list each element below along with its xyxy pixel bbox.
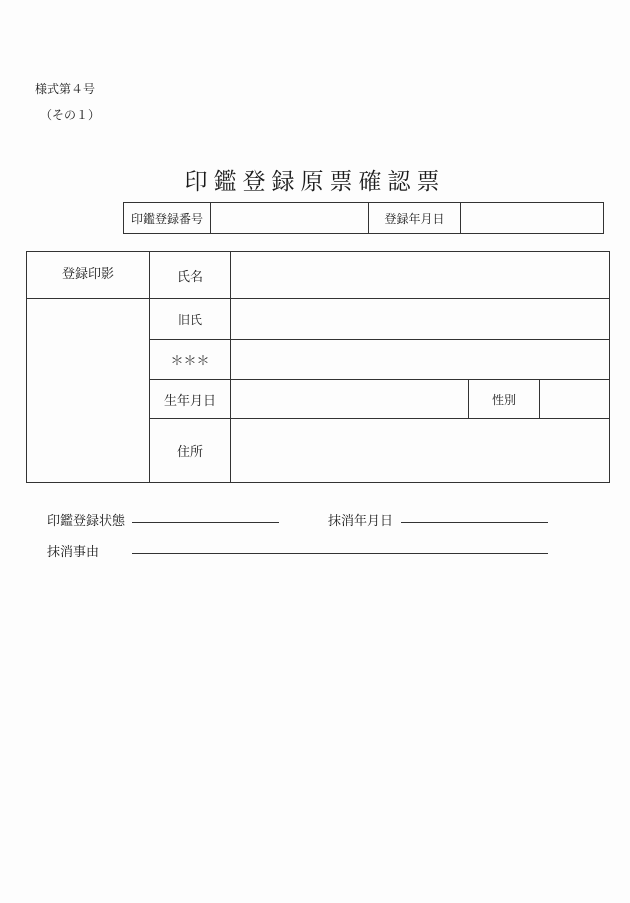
cancel-reason-label: 抹消事由 — [47, 545, 100, 560]
address-label: 住所 — [176, 445, 203, 460]
seal-impression-area — [27, 299, 149, 482]
former-name-field[interactable] — [231, 299, 609, 339]
masked-field[interactable] — [231, 340, 609, 379]
cancel-date-field[interactable] — [401, 522, 548, 523]
seal-impression-label: 登録印影 — [61, 266, 114, 282]
registration-date-label: 登録年月日 — [384, 211, 445, 226]
cancel-reason-field[interactable] — [132, 553, 548, 554]
form-sub-number: （その１） — [40, 108, 101, 122]
registration-status-label: 印鑑登録状態 — [47, 514, 126, 529]
birthdate-field[interactable] — [231, 380, 468, 418]
record-table — [26, 251, 610, 483]
cancel-date-label: 抹消年月日 — [328, 514, 394, 529]
page-title: 印鑑登録原票確認票 — [184, 169, 446, 195]
gender-field[interactable] — [540, 380, 609, 418]
birthdate-label: 生年月日 — [163, 393, 216, 409]
gender-label: 性別 — [491, 392, 516, 407]
registration-number-field[interactable] — [211, 203, 368, 233]
registration-status-field[interactable] — [132, 522, 279, 523]
former-name-label: 旧氏 — [177, 312, 202, 327]
name-field[interactable] — [231, 252, 609, 298]
form-number: 様式第４号 — [35, 82, 96, 96]
masked-label: ＊＊＊ — [170, 354, 210, 369]
name-label: 氏名 — [176, 269, 203, 285]
address-field[interactable] — [231, 419, 609, 482]
registration-number-label: 印鑑登録番号 — [130, 211, 203, 226]
registration-box — [123, 202, 604, 234]
registration-date-field[interactable] — [461, 203, 603, 233]
